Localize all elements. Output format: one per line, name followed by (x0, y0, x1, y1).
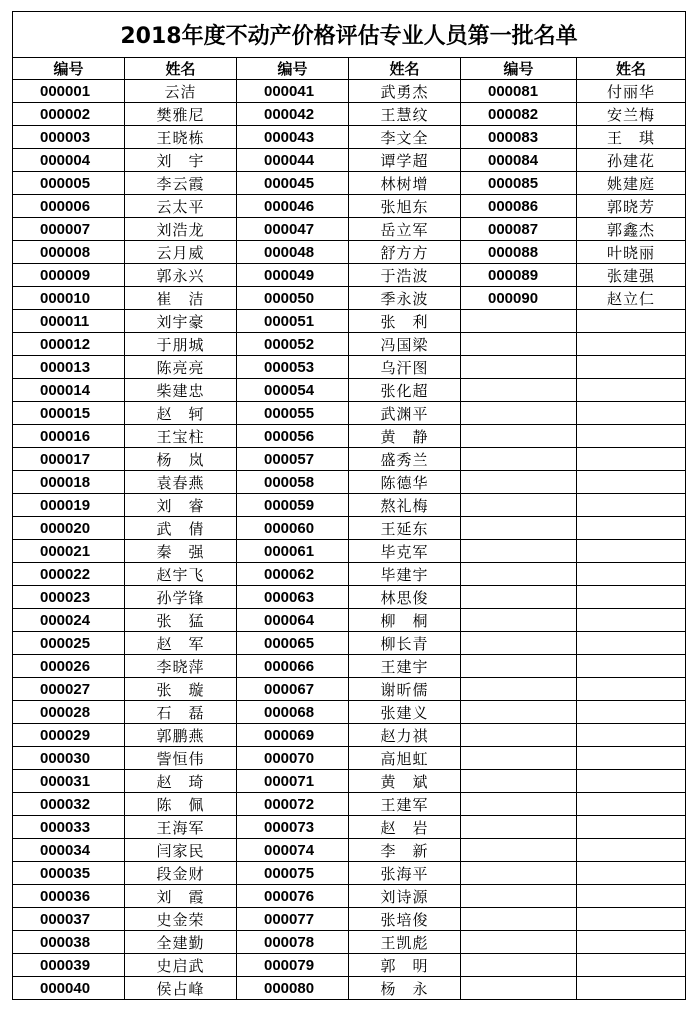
member-name (577, 310, 686, 333)
table-row (13, 149, 686, 172)
member-name: 柳 桐 (349, 609, 461, 632)
page-title: 2018年度不动产价格评估专业人员第一批名单 (13, 12, 686, 58)
member-name: 张培俊 (349, 908, 461, 931)
member-code: 000022 (13, 563, 125, 586)
table-row (13, 609, 686, 632)
table-row (13, 425, 686, 448)
member-name: 张 猛 (125, 609, 237, 632)
table-row (13, 103, 686, 126)
member-name: 高旭虹 (349, 747, 461, 770)
member-code: 000073 (237, 816, 349, 839)
member-code: 000019 (13, 494, 125, 517)
table-row (13, 448, 686, 471)
member-code: 000087 (461, 218, 577, 241)
table-row (13, 839, 686, 862)
member-name: 李晓萍 (125, 655, 237, 678)
member-code (461, 609, 577, 632)
member-name: 赵立仁 (577, 287, 686, 310)
member-code: 000036 (13, 885, 125, 908)
member-code: 000028 (13, 701, 125, 724)
member-code: 000016 (13, 425, 125, 448)
member-code: 000059 (237, 494, 349, 517)
member-name (577, 517, 686, 540)
member-name (577, 586, 686, 609)
member-name (577, 862, 686, 885)
member-name: 谭学超 (349, 149, 461, 172)
member-code: 000020 (13, 517, 125, 540)
member-name (577, 356, 686, 379)
member-name: 王建宇 (349, 655, 461, 678)
table-row (13, 80, 686, 103)
table-row (13, 931, 686, 954)
member-name: 赵宇飞 (125, 563, 237, 586)
member-code: 000056 (237, 425, 349, 448)
member-code: 000048 (237, 241, 349, 264)
member-code (461, 931, 577, 954)
member-code: 000063 (237, 586, 349, 609)
member-name (577, 540, 686, 563)
member-name: 史金荣 (125, 908, 237, 931)
member-code: 000021 (13, 540, 125, 563)
member-code: 000010 (13, 287, 125, 310)
member-code: 000075 (237, 862, 349, 885)
member-code: 000001 (13, 80, 125, 103)
member-name: 武勇杰 (349, 80, 461, 103)
table-row (13, 885, 686, 908)
member-code: 000083 (461, 126, 577, 149)
member-code (461, 540, 577, 563)
header-row (13, 58, 686, 80)
member-code: 000013 (13, 356, 125, 379)
table-row (13, 586, 686, 609)
member-code: 000054 (237, 379, 349, 402)
member-code: 000027 (13, 678, 125, 701)
member-name (577, 839, 686, 862)
member-name: 张旭东 (349, 195, 461, 218)
member-name: 全建勤 (125, 931, 237, 954)
member-code: 000029 (13, 724, 125, 747)
member-code (461, 310, 577, 333)
member-name: 云月威 (125, 241, 237, 264)
member-code: 000084 (461, 149, 577, 172)
col-header-name-3: 姓名 (577, 58, 686, 80)
member-code: 000006 (13, 195, 125, 218)
table-row (13, 333, 686, 356)
member-code: 000043 (237, 126, 349, 149)
member-name (577, 885, 686, 908)
table-row (13, 563, 686, 586)
member-name: 郭晓芳 (577, 195, 686, 218)
table-row (13, 172, 686, 195)
table-row (13, 977, 686, 1000)
member-name: 刘浩龙 (125, 218, 237, 241)
member-code (461, 701, 577, 724)
table-row (13, 264, 686, 287)
member-code: 000078 (237, 931, 349, 954)
member-name: 赵 轲 (125, 402, 237, 425)
member-name: 云太平 (125, 195, 237, 218)
member-code: 000042 (237, 103, 349, 126)
member-name (577, 471, 686, 494)
col-header-name-1: 姓名 (125, 58, 237, 80)
member-code: 000023 (13, 586, 125, 609)
member-name: 陈亮亮 (125, 356, 237, 379)
member-name: 安兰梅 (577, 103, 686, 126)
member-name (577, 448, 686, 471)
member-name: 孙建花 (577, 149, 686, 172)
member-name (577, 770, 686, 793)
member-code (461, 586, 577, 609)
member-name (577, 724, 686, 747)
member-code: 000002 (13, 103, 125, 126)
member-code: 000089 (461, 264, 577, 287)
member-code: 000080 (237, 977, 349, 1000)
col-header-code-1: 编号 (13, 58, 125, 80)
member-name: 郭鹏燕 (125, 724, 237, 747)
table-row (13, 471, 686, 494)
member-code: 000049 (237, 264, 349, 287)
member-code (461, 517, 577, 540)
member-name: 陈 佩 (125, 793, 237, 816)
member-code: 000077 (237, 908, 349, 931)
member-code (461, 816, 577, 839)
member-name: 张化超 (349, 379, 461, 402)
member-name: 王延东 (349, 517, 461, 540)
member-name: 王慧纹 (349, 103, 461, 126)
member-name: 谢昕儒 (349, 678, 461, 701)
member-name (577, 632, 686, 655)
member-name: 刘 睿 (125, 494, 237, 517)
member-code (461, 862, 577, 885)
member-code: 000086 (461, 195, 577, 218)
member-name: 刘 霞 (125, 885, 237, 908)
member-name: 姚建庭 (577, 172, 686, 195)
member-name (577, 816, 686, 839)
table-row (13, 402, 686, 425)
title-row (13, 12, 686, 58)
member-code: 000018 (13, 471, 125, 494)
member-name: 叶晓丽 (577, 241, 686, 264)
member-code (461, 678, 577, 701)
member-code: 000026 (13, 655, 125, 678)
member-code (461, 425, 577, 448)
member-name: 乌汗图 (349, 356, 461, 379)
member-code: 000065 (237, 632, 349, 655)
member-code (461, 908, 577, 931)
member-name: 李云霞 (125, 172, 237, 195)
member-code: 000045 (237, 172, 349, 195)
member-name (577, 655, 686, 678)
member-code (461, 356, 577, 379)
table-row (13, 287, 686, 310)
member-code (461, 471, 577, 494)
member-code: 000003 (13, 126, 125, 149)
member-code: 000011 (13, 310, 125, 333)
member-name: 柳长青 (349, 632, 461, 655)
member-code: 000058 (237, 471, 349, 494)
member-name (577, 908, 686, 931)
table-row (13, 310, 686, 333)
member-name: 侯占峰 (125, 977, 237, 1000)
member-code: 000038 (13, 931, 125, 954)
member-name: 赵 军 (125, 632, 237, 655)
member-code (461, 885, 577, 908)
member-name: 刘诗源 (349, 885, 461, 908)
member-code (461, 655, 577, 678)
member-code (461, 793, 577, 816)
member-code: 000041 (237, 80, 349, 103)
member-name: 于浩波 (349, 264, 461, 287)
member-code (461, 632, 577, 655)
table-row (13, 241, 686, 264)
member-code: 000008 (13, 241, 125, 264)
table-row (13, 517, 686, 540)
member-name: 黄 斌 (349, 770, 461, 793)
member-code: 000060 (237, 517, 349, 540)
member-name (577, 333, 686, 356)
table-row (13, 655, 686, 678)
member-name (577, 931, 686, 954)
member-name: 杨 岚 (125, 448, 237, 471)
member-code: 000062 (237, 563, 349, 586)
member-name (577, 747, 686, 770)
member-name (577, 977, 686, 1000)
member-name (577, 402, 686, 425)
member-code: 000068 (237, 701, 349, 724)
member-name: 盛秀兰 (349, 448, 461, 471)
member-name (577, 494, 686, 517)
member-name: 石 磊 (125, 701, 237, 724)
member-code: 000076 (237, 885, 349, 908)
member-name: 王 琪 (577, 126, 686, 149)
table-row (13, 724, 686, 747)
member-code (461, 402, 577, 425)
member-code: 000088 (461, 241, 577, 264)
table-row (13, 494, 686, 517)
member-code (461, 747, 577, 770)
member-name: 杨 永 (349, 977, 461, 1000)
member-name: 张建义 (349, 701, 461, 724)
member-code: 000039 (13, 954, 125, 977)
table-row (13, 356, 686, 379)
member-code: 000035 (13, 862, 125, 885)
member-code (461, 379, 577, 402)
member-code: 000031 (13, 770, 125, 793)
member-code: 000040 (13, 977, 125, 1000)
table-row (13, 379, 686, 402)
member-name (577, 425, 686, 448)
member-name (577, 609, 686, 632)
table-row (13, 793, 686, 816)
member-code: 000057 (237, 448, 349, 471)
member-code: 000061 (237, 540, 349, 563)
member-code: 000032 (13, 793, 125, 816)
col-header-code-3: 编号 (461, 58, 577, 80)
member-name: 刘 宇 (125, 149, 237, 172)
table-row (13, 701, 686, 724)
member-name: 王海军 (125, 816, 237, 839)
member-name: 赵 琦 (125, 770, 237, 793)
member-code: 000079 (237, 954, 349, 977)
member-name: 毕建宇 (349, 563, 461, 586)
member-name: 付丽华 (577, 80, 686, 103)
member-name: 林思俊 (349, 586, 461, 609)
member-name: 张海平 (349, 862, 461, 885)
table-row (13, 908, 686, 931)
member-name: 于朋城 (125, 333, 237, 356)
table-row (13, 218, 686, 241)
member-code (461, 954, 577, 977)
member-name: 樊雅尼 (125, 103, 237, 126)
member-name: 陈德华 (349, 471, 461, 494)
member-name: 云洁 (125, 80, 237, 103)
member-name (577, 793, 686, 816)
member-code: 000052 (237, 333, 349, 356)
member-name: 熬礼梅 (349, 494, 461, 517)
member-name: 李 新 (349, 839, 461, 862)
member-code (461, 839, 577, 862)
member-code: 000064 (237, 609, 349, 632)
table-row (13, 540, 686, 563)
member-code (461, 724, 577, 747)
member-name: 柴建忠 (125, 379, 237, 402)
member-name: 闫家民 (125, 839, 237, 862)
member-code: 000037 (13, 908, 125, 931)
table-row (13, 678, 686, 701)
member-code: 000004 (13, 149, 125, 172)
member-name: 毕克军 (349, 540, 461, 563)
member-code: 000024 (13, 609, 125, 632)
member-name: 訾恒伟 (125, 747, 237, 770)
member-code: 000047 (237, 218, 349, 241)
member-code: 000044 (237, 149, 349, 172)
table-row (13, 862, 686, 885)
member-code: 000009 (13, 264, 125, 287)
member-code: 000066 (237, 655, 349, 678)
member-code: 000033 (13, 816, 125, 839)
member-code (461, 448, 577, 471)
table-row (13, 747, 686, 770)
roster-table (12, 11, 686, 1000)
member-code: 000014 (13, 379, 125, 402)
member-code: 000090 (461, 287, 577, 310)
table-row (13, 816, 686, 839)
member-name: 王建军 (349, 793, 461, 816)
member-name: 黄 静 (349, 425, 461, 448)
member-name: 岳立军 (349, 218, 461, 241)
member-code: 000050 (237, 287, 349, 310)
table-row (13, 126, 686, 149)
member-code: 000015 (13, 402, 125, 425)
member-code: 000074 (237, 839, 349, 862)
member-code: 000069 (237, 724, 349, 747)
member-name: 武 倩 (125, 517, 237, 540)
member-name: 郭鑫杰 (577, 218, 686, 241)
member-name: 袁春燕 (125, 471, 237, 494)
member-code: 000085 (461, 172, 577, 195)
member-code: 000034 (13, 839, 125, 862)
member-code: 000012 (13, 333, 125, 356)
member-name: 季永波 (349, 287, 461, 310)
member-code (461, 977, 577, 1000)
member-name (577, 563, 686, 586)
table-row (13, 954, 686, 977)
member-name: 赵 岩 (349, 816, 461, 839)
table-row (13, 632, 686, 655)
member-code: 000070 (237, 747, 349, 770)
member-name: 郭永兴 (125, 264, 237, 287)
member-name: 秦 强 (125, 540, 237, 563)
col-header-name-2: 姓名 (349, 58, 461, 80)
member-code: 000055 (237, 402, 349, 425)
member-code: 000030 (13, 747, 125, 770)
member-name: 崔 洁 (125, 287, 237, 310)
member-code (461, 494, 577, 517)
member-name: 郭 明 (349, 954, 461, 977)
member-name (577, 379, 686, 402)
member-code: 000046 (237, 195, 349, 218)
member-name: 舒方方 (349, 241, 461, 264)
member-code (461, 770, 577, 793)
member-name: 林树增 (349, 172, 461, 195)
member-code: 000017 (13, 448, 125, 471)
member-code: 000082 (461, 103, 577, 126)
member-name (577, 701, 686, 724)
member-code: 000025 (13, 632, 125, 655)
member-name: 孙学锋 (125, 586, 237, 609)
member-code (461, 563, 577, 586)
member-name: 张建强 (577, 264, 686, 287)
member-code: 000007 (13, 218, 125, 241)
member-code: 000053 (237, 356, 349, 379)
member-code: 000071 (237, 770, 349, 793)
member-code: 000051 (237, 310, 349, 333)
table-row (13, 195, 686, 218)
member-name: 张 璇 (125, 678, 237, 701)
member-name: 赵力祺 (349, 724, 461, 747)
member-name: 张 利 (349, 310, 461, 333)
member-code: 000081 (461, 80, 577, 103)
member-code (461, 333, 577, 356)
member-name (577, 954, 686, 977)
member-code: 000005 (13, 172, 125, 195)
member-name: 段金财 (125, 862, 237, 885)
member-name: 冯国梁 (349, 333, 461, 356)
member-code: 000072 (237, 793, 349, 816)
member-name: 武渊平 (349, 402, 461, 425)
table-row (13, 770, 686, 793)
member-name: 李文全 (349, 126, 461, 149)
member-name: 史启武 (125, 954, 237, 977)
member-name (577, 678, 686, 701)
member-name: 王宝柱 (125, 425, 237, 448)
member-name: 王晓栋 (125, 126, 237, 149)
member-name: 王凯彪 (349, 931, 461, 954)
member-name: 刘宇豪 (125, 310, 237, 333)
col-header-code-2: 编号 (237, 58, 349, 80)
member-code: 000067 (237, 678, 349, 701)
